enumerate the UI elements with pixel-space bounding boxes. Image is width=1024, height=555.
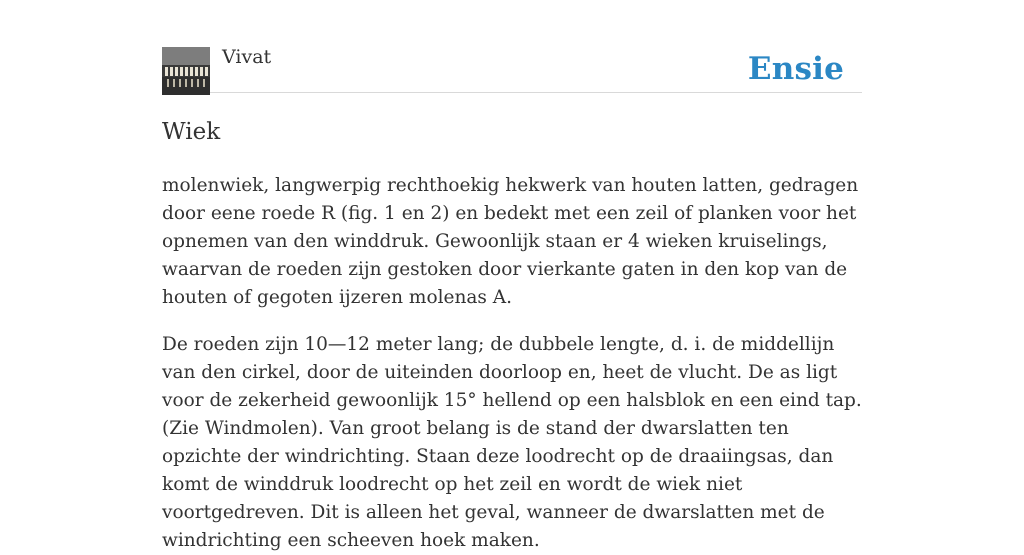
site-header [162,0,862,93]
article-paragraph: molenwiek, langwerpig rechthoekig hekwerk van houten latten, gedragen door eene roede R (fig. 1 en 2) en bedekt met een zeil of planken voor het opnemen van den winddruk. Gewoonlijk staan er 4 wieken kruiselings, waarvan de roeden zijn gestoken door vierkante gaten in den kop van de houten of gegoten ijzeren molenas A. [162,175,859,308]
article-title: Wiek [162,119,221,145]
article-paragraph: De roeden zijn 10—12 meter lang; de dubbele lengte, d. i. de middellijn van den cirkel, door de uiteinden doorloop en, heet de vlucht. De as ligt voor de zekerheid gewoonlijk 15° hellend op een halsblok en een eind tap. (Zie Windmolen). Van groot belang is de stand der dwarslatten ten opzichte der windrichting. Staan deze loodrecht op de draaiingsas, dan komt de winddruk loodrecht op het zeil en wordt de wiek niet voortgedreven. Dit is alleen het geval, wanneer de dwarslatten met de windrichting een scheeven hoek maken. [162,334,862,551]
page [162,0,862,555]
typewriter-keys-icon [162,47,210,95]
avatar[interactable] [162,47,210,95]
site-logo[interactable]: Ensie [747,51,844,87]
author-name[interactable]: Vivat [222,46,272,68]
